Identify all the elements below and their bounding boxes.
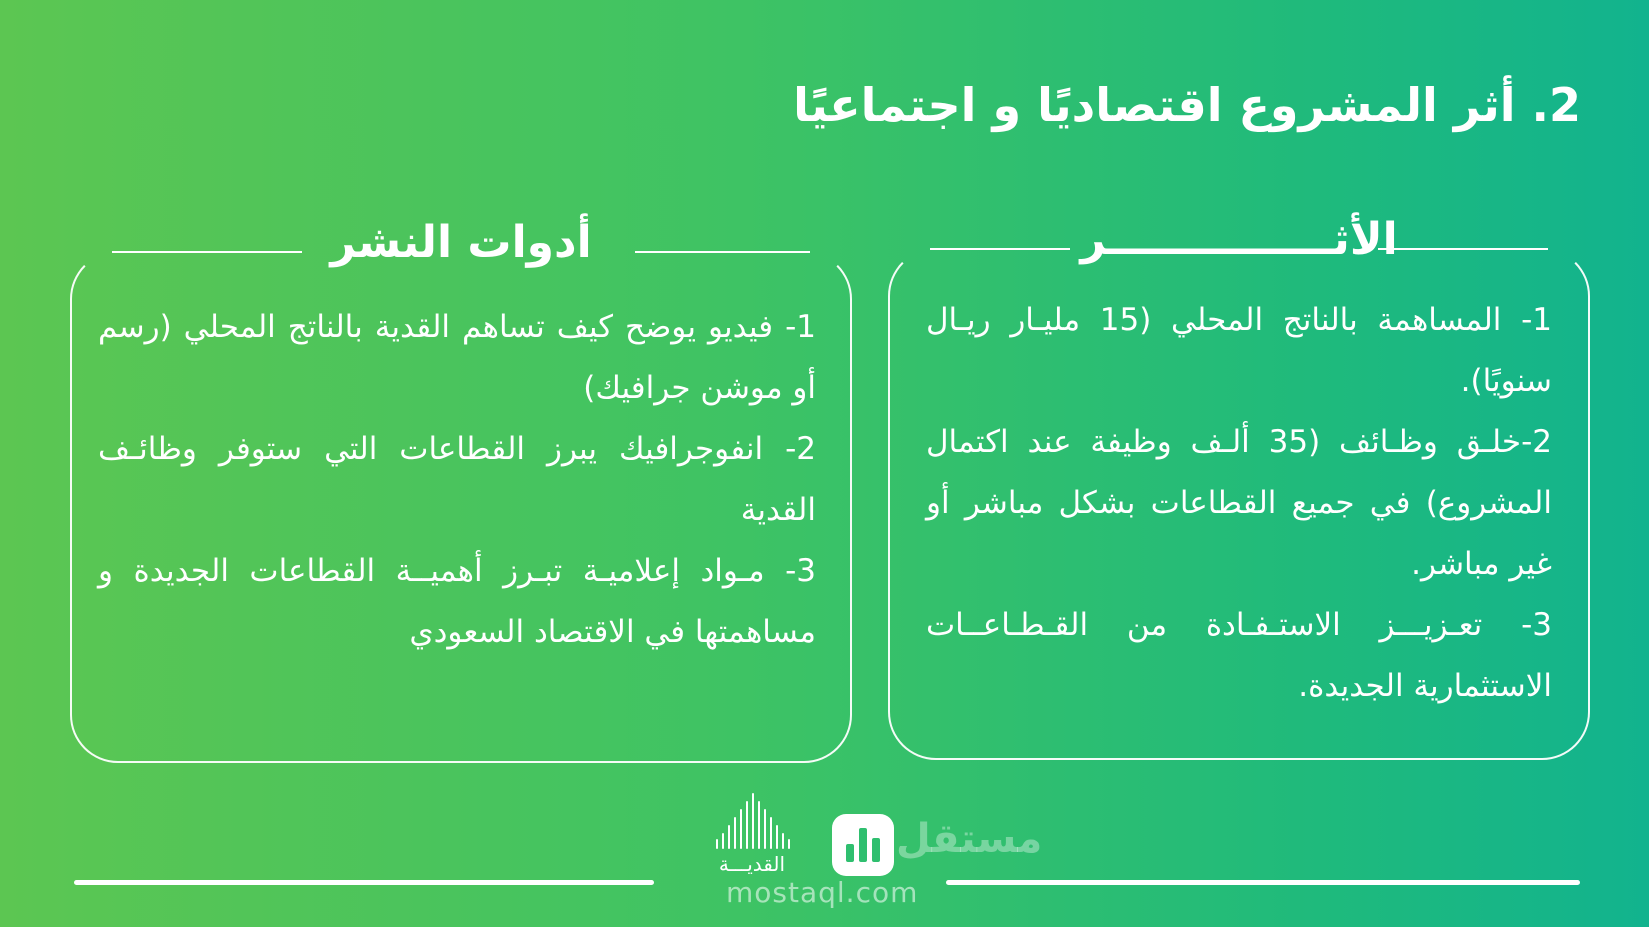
panel-top-line-left	[112, 251, 302, 253]
mostaql-wordmark: مستقل	[896, 816, 1043, 862]
list-item: 2- انفوجرافيك يبرز القطاعات التي ستوفر وظائـف القدية	[98, 431, 816, 528]
list-item: 1- فيديو يوضح كيف تساهم القدية بالناتج المحلي (رسم أو موشن جرافيك)	[98, 309, 816, 406]
mostaql-logo-icon	[832, 814, 894, 876]
list-item: 3- تعـزيـــز الاستـفـادة من القـطـاعــات الاستثمارية الجديدة.	[926, 607, 1552, 704]
panel-top-line-right	[635, 251, 810, 253]
watermark-url: mostaql.com	[726, 876, 919, 909]
effect-list	[926, 290, 1552, 717]
tools-heading: أدوات النشر	[330, 217, 592, 268]
logo-area	[700, 790, 1043, 910]
bottom-line-left	[74, 880, 654, 885]
list-item: 1- المساهمة بالناتج المحلي (15 مليـار ريـال سنويًا).	[926, 302, 1552, 399]
effect-heading: الأثـــــــــــــــر	[1080, 214, 1398, 265]
page-title: 2. أثر المشروع اقتصاديًا و اجتماعيًا	[793, 78, 1581, 132]
qiddiya-logo-text: القديـــة	[718, 852, 786, 876]
list-item: 3- مـواد إعلاميـة تبـرز أهميــة القطاعات الجديدة و مساهمتها في الاقتصاد السعودي	[98, 553, 816, 650]
bottom-line-right	[946, 880, 1580, 885]
tools-list	[98, 297, 816, 663]
list-item: 2-خلـق وظـائف (35 ألـف وظيفة عند اكتمال المشروع) في جميع القطاعات بشكل مباشر أو غير مباشر.	[926, 424, 1552, 582]
tools-panel	[70, 217, 852, 763]
effect-panel	[888, 214, 1590, 760]
